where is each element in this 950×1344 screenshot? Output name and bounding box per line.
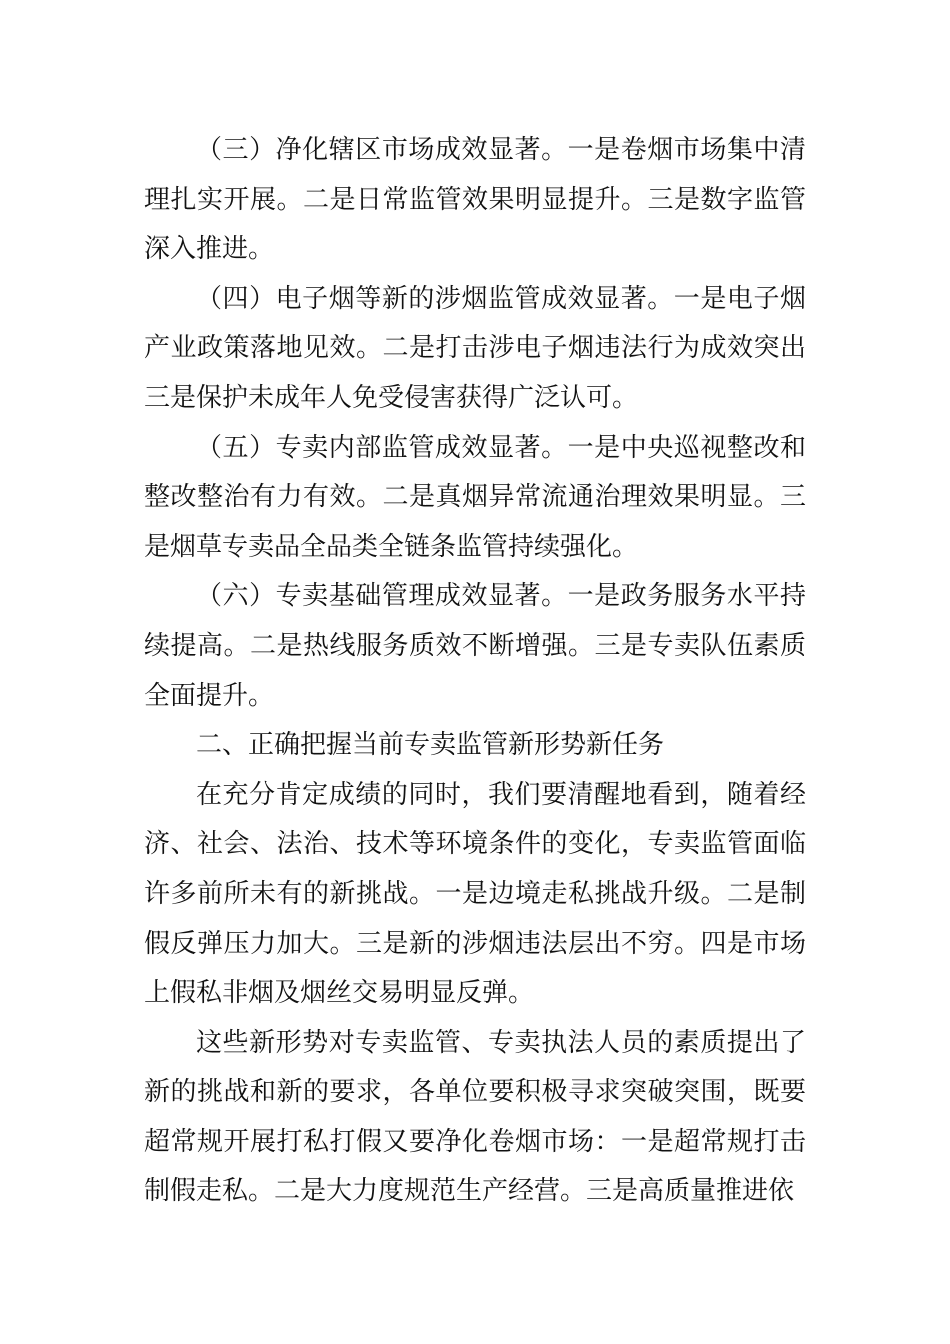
paragraph-market-cleanup: （三）净化辖区市场成效显著。一是卷烟市场集中清理扎实开展。二是日常监管效果明显提升。三是数字监管深入推进。 [144,135,806,265]
document-body [144,126,806,1217]
paragraph-new-challenges: 在充分肯定成绩的同时，我们要清醒地看到，随着经济、社会、法治、技术等环境条件的变化，专卖监管面临许多前所未有的新挑战。一是边境走私挑战升级。二是制假反弹压力加大。三是新的涉烟违法层出不穷。四是市场上假私非烟及烟丝交易明显反弹。 [144,779,806,1009]
section-heading: 二、正确把握当前专卖监管新形势新任务 [196,730,665,761]
paragraph-basic-management: （六）专卖基础管理成效显著。一是政务服务水平持续提高。二是热线服务质效不断增强。三是专卖队伍素质全面提升。 [144,581,806,711]
paragraph-internal-supervision: （五）专卖内部监管成效显著。一是中央巡视整改和整改整治有力有效。二是真烟异常流通治理效果明显。三是烟草专卖品全品类全链条监管持续强化。 [144,432,806,562]
paragraph-e-cigarette-supervision: （四）电子烟等新的涉烟监管成效显著。一是电子烟产业政策落地见效。二是打击涉电子烟违法行为成效突出三是保护未成年人免受侵害获得广泛认可。 [144,283,806,413]
paragraph-new-requirements: 这些新形势对专卖监管、专卖执法人员的素质提出了新的挑战和新的要求，各单位要积极寻求突破突围，既要超常规开展打私打假又要净化卷烟市场：一是超常规打击制假走私。二是大力度规范生产经营。三是高质量推进依 [144,1027,806,1207]
